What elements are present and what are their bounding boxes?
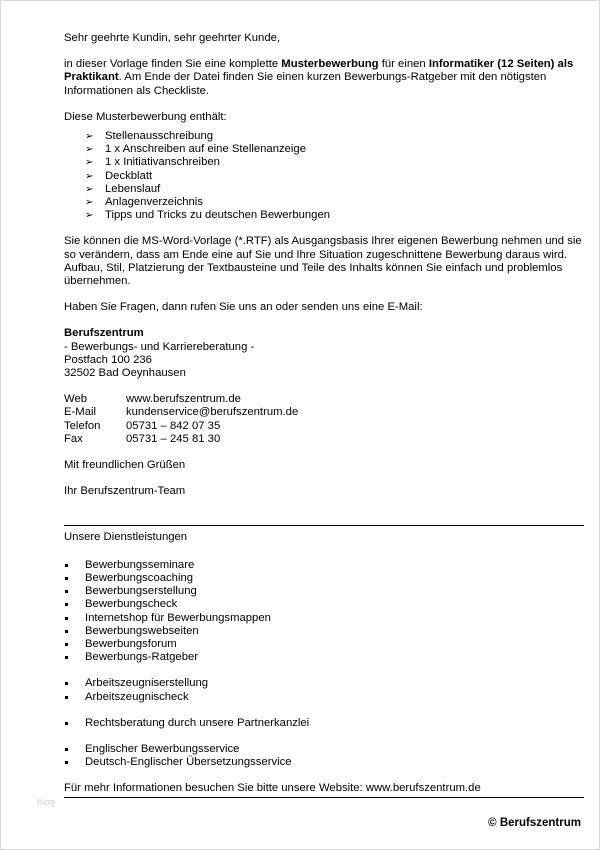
intro-bold-1: Musterbewerbung (281, 58, 379, 71)
contact-table (64, 393, 586, 446)
usage-paragraph: Sie können die MS-Word-Vorlage (*.RTF) als Ausgangsbasis Ihrer eigenen Bewerbung nehmen und sie so verändern, dass am Ende eine auf Sie und Ihre Situation zugeschnittene Bewerbung daraus wird. Aufbau, Stil, Platzierung der Textbausteine und Teile des Inhalts können Sie einfach und problemlos übernehmen. (64, 235, 582, 288)
square-bullet-icon (65, 696, 68, 699)
services-group (64, 559, 586, 665)
square-bullet-icon (65, 603, 68, 606)
service-item-label: Englischer Bewerbungsservice (85, 742, 240, 755)
service-item-label: Bewerbungs-Ratgeber (85, 651, 199, 664)
service-item (64, 677, 586, 690)
square-bullet-icon (65, 682, 68, 685)
contents-item-label: Lebenslauf (105, 182, 161, 195)
square-bullet-icon (65, 722, 68, 725)
arrow-bullet-icon: ➢ (85, 183, 94, 195)
contents-item-label: 1 x Anschreiben auf eine Stellenanzeige (105, 143, 306, 156)
square-bullet-icon (65, 630, 68, 633)
contents-heading: Diese Musterbewerbung enthält: (64, 110, 227, 123)
contact-value: kundenservice@berufszentrum.de (126, 406, 299, 419)
contents-item-label: 1 x Initiativanschreiben (105, 156, 220, 169)
questions-line: Haben Sie Fragen, dann rufen Sie uns an oder senden uns eine E-Mail: (64, 301, 423, 314)
more-info: Für mehr Informationen besuchen Sie bitte unsere Website: www.berufszentrum.de (64, 782, 481, 795)
document-body (64, 32, 586, 798)
service-item-label: Rechtsberatung durch unsere Partnerkanzlei (85, 716, 310, 729)
contents-item-label: Anlagenverzeichnis (105, 196, 203, 209)
contact-value: 05731 – 245 81 30 (126, 432, 221, 445)
service-item (64, 572, 586, 585)
greeting: Sehr geehrte Kundin, sehr geehrter Kunde, (64, 32, 281, 44)
square-bullet-icon (65, 590, 68, 593)
intro-text-1: in dieser Vorlage finden Sie eine komplette (64, 58, 282, 71)
service-item-label: Bewerbungserstellung (85, 585, 197, 598)
service-item (64, 585, 586, 598)
service-item (64, 598, 586, 611)
square-bullet-icon (65, 564, 68, 567)
service-item-label: Bewerbungsseminare (85, 558, 195, 571)
square-bullet-icon (65, 643, 68, 646)
contents-item (64, 196, 586, 209)
contents-item (64, 170, 586, 183)
intro-paragraph (64, 58, 586, 98)
copyright: © Berufszentrum (488, 817, 581, 829)
contents-item (64, 130, 586, 143)
contact-label: Telefon (64, 419, 101, 432)
arrow-bullet-icon: ➢ (85, 210, 94, 222)
contents-item (64, 143, 586, 156)
contact-label: Web (64, 393, 88, 406)
contact-label: E-Mail (64, 406, 97, 419)
arrow-bullet-icon: ➢ (85, 197, 94, 209)
intro-bold-2: Informatiker (12 Seiten) als Praktikant (64, 58, 574, 84)
service-item-label: Bewerbungscoaching (85, 571, 194, 584)
contents-item (64, 209, 586, 222)
service-item (64, 612, 586, 625)
contact-label: Fax (64, 432, 83, 445)
company-tagline: - Bewerbungs- und Karriereberatung - (64, 340, 255, 353)
contact-value: 05731 – 842 07 35 (126, 419, 221, 432)
service-item-label: Bewerbungswebseiten (85, 624, 199, 637)
contents-item-label: Deckblatt (105, 169, 153, 182)
service-item-label: Internetshop für Bewerbungsmappen (85, 611, 271, 624)
company-name (64, 327, 586, 340)
contents-list (64, 130, 586, 222)
contact-value: www.berufszentrum.de (126, 393, 241, 406)
services-list (64, 559, 586, 770)
company-address-1: Postfach 100 236 (64, 353, 152, 366)
service-item-label: Bewerbungscheck (85, 598, 178, 611)
services-group (64, 743, 586, 769)
company-address-2: 32502 Bad Oeynhausen (64, 367, 186, 380)
service-item (64, 625, 586, 638)
closing: Mit freundlichen Grüßen (64, 459, 186, 472)
service-item (64, 638, 586, 651)
watermark: blog (37, 797, 56, 807)
square-bullet-icon (65, 656, 68, 659)
service-item (64, 691, 586, 704)
arrow-bullet-icon: ➢ (85, 131, 94, 143)
services-heading: Unsere Dienstleistungen (64, 531, 188, 544)
arrow-bullet-icon: ➢ (85, 170, 94, 182)
service-item-label: Arbeitszeugnischeck (85, 690, 189, 703)
arrow-bullet-icon: ➢ (85, 157, 94, 169)
arrow-bullet-icon: ➢ (85, 144, 94, 156)
signature: Ihr Berufszentrum-Team (64, 485, 186, 498)
contents-item (64, 183, 586, 196)
square-bullet-icon (65, 577, 68, 580)
square-bullet-icon (65, 617, 68, 620)
service-item-label: Arbeitszeugniserstellung (85, 677, 209, 690)
intro-text-3: . Am Ende der Datei finden Sie einen kurzen Bewerbungs-Ratgeber mit den nötigsten Informationen als Checkliste. (64, 71, 547, 97)
service-item (64, 743, 586, 756)
contents-item (64, 156, 586, 169)
services-group (64, 677, 586, 703)
service-item-label: Bewerbungsforum (85, 637, 177, 650)
company-name-text: Berufszentrum (64, 327, 144, 340)
contents-item-label: Tipps und Tricks zu deutschen Bewerbungen (105, 209, 331, 222)
square-bullet-icon (65, 761, 68, 764)
divider-top (64, 525, 584, 526)
divider-bottom (64, 797, 584, 798)
square-bullet-icon (65, 748, 68, 751)
service-item (64, 651, 586, 664)
contents-item-label: Stellenausschreibung (105, 130, 214, 143)
service-item-label: Deutsch-Englischer Übersetzungsservice (85, 756, 292, 769)
intro-text-2: für einen (378, 58, 429, 71)
service-item (64, 756, 586, 769)
services-group (64, 717, 586, 730)
service-item (64, 717, 586, 730)
service-item (64, 559, 586, 572)
